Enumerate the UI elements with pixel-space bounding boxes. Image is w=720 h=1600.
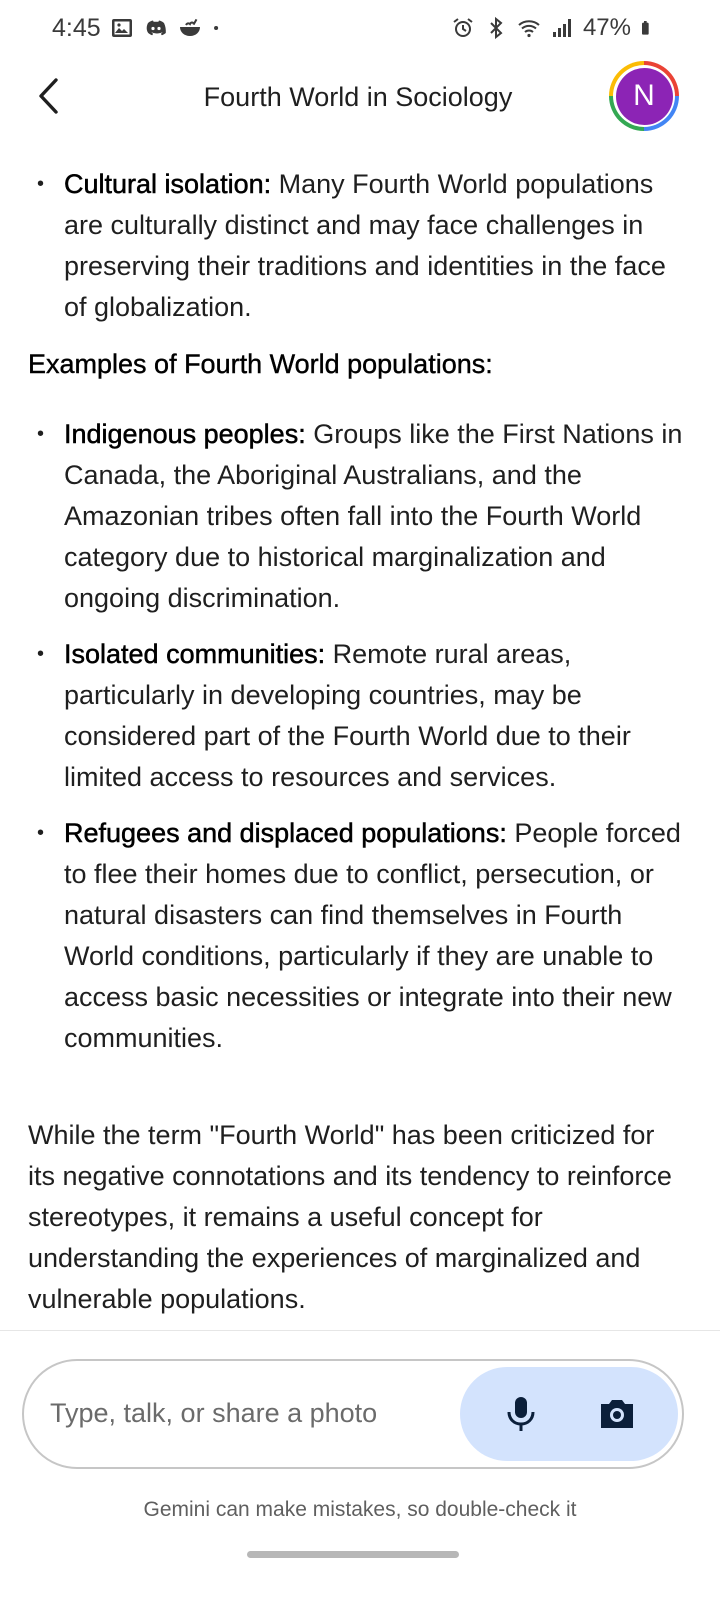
app-header [0, 56, 720, 140]
avatar-ring-inner [613, 65, 675, 127]
microphone-icon[interactable] [500, 1393, 542, 1435]
list-item [37, 813, 688, 1059]
bullet-icon: • [37, 822, 45, 844]
status-bar [0, 0, 720, 56]
examples-heading: Examples of Fourth World populations: [28, 349, 493, 379]
list-item-text: Many Fourth World populations are culturally distinct and may face challenges in preserving their traditions and identities in the face of globalization. [64, 169, 666, 322]
prompt-input[interactable]: Type, talk, or share a photo [50, 1398, 378, 1428]
bullet-icon: • [37, 643, 45, 665]
alarm-icon [451, 16, 475, 40]
status-right [451, 14, 656, 42]
battery-icon [640, 16, 656, 40]
bluetooth-icon [484, 16, 508, 40]
signal-icon [550, 16, 574, 40]
closing-paragraph: While the term "Fourth World" has been criticized for its negative connotations and its tendency to reinforce stereotypes, it remains a useful concept for understanding the experiences of marginalized and vulnerable populations. [28, 1120, 672, 1314]
battery-percent: 47% [582, 14, 631, 41]
avatar: N [616, 68, 673, 125]
status-left-icons [110, 16, 226, 40]
status-time: 4:45 [52, 14, 101, 42]
dot-icon [212, 16, 226, 40]
account-avatar-button[interactable] [609, 61, 679, 131]
camera-icon[interactable] [596, 1393, 638, 1435]
divider [0, 1330, 720, 1331]
response-content [0, 140, 720, 1330]
list-item [37, 634, 688, 798]
bullet-icon: • [37, 173, 45, 195]
list-item [37, 164, 688, 328]
list-item-term: Refugees and displaced populations: [64, 818, 507, 848]
bullet-icon: • [37, 423, 45, 445]
list-item [37, 414, 688, 619]
page-title: Fourth World in Sociology [203, 82, 513, 112]
wifi-icon [517, 16, 541, 40]
input-actions [460, 1367, 678, 1461]
list-item-text: Groups like the First Nations in Canada, the Aboriginal Australians, and the Amazonian tribes often fall into the Fourth World category due to historical marginalization and ongoing discrimination. [64, 419, 683, 613]
list-item-term: Isolated communities: [64, 639, 326, 669]
list-item-term: Indigenous peoples: [64, 419, 306, 449]
gallery-icon [110, 16, 134, 40]
prompt-input-bar[interactable] [22, 1359, 684, 1469]
home-indicator[interactable] [247, 1551, 459, 1558]
list-item-text: Remote rural areas, particularly in developing countries, may be considered part of the Fourth World due to their limited access to resources and services. [64, 639, 631, 792]
list-item-term: Cultural isolation: [64, 169, 272, 199]
disclaimer-text: Gemini can make mistakes, so double-check it [143, 1498, 577, 1521]
discord-icon [144, 16, 168, 40]
cooking-icon [178, 16, 202, 40]
list-item-text: People forced to flee their homes due to conflict, persecution, or natural disasters can find themselves in Fourth World conditions, particularly if they are unable to access basic necessities or integrate into their new communities. [64, 818, 681, 1053]
